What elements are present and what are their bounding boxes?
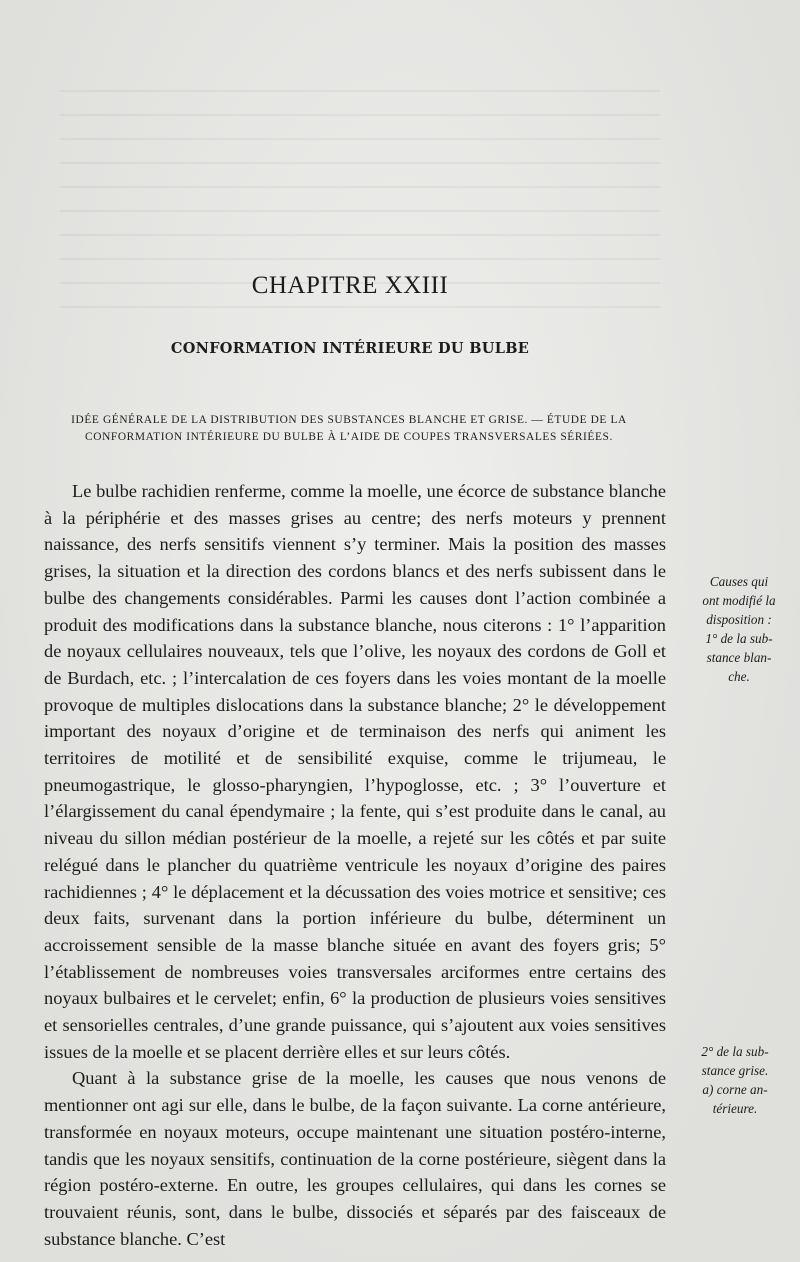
margin-note-line: térieure.: [712, 1101, 758, 1116]
margin-note-line: disposition :: [706, 612, 772, 627]
margin-note-line: ont modifié la: [702, 593, 776, 608]
summary-line: CONFORMATION INTÉRIEURE DU BULBE À L’AIDE DE COUPES TRANSVERSALES SÉRIÉES.: [85, 431, 613, 443]
margin-note-line: 1° de la sub-: [705, 631, 773, 646]
margin-note-line: che.: [728, 669, 750, 684]
margin-note-line: a) corne an-: [702, 1082, 768, 1097]
margin-note-line: 2° de la sub-: [701, 1044, 769, 1059]
body-text: [44, 478, 666, 1252]
margin-note-line: Causes qui: [709, 574, 769, 589]
chapter-title: CHAPITRE XXIII: [251, 272, 449, 299]
chapter-subtitle: CONFORMATION INTÉRIEURE DU BULBE: [170, 340, 530, 357]
summary-line: IDÉE GÉNÉRALE DE LA DISTRIBUTION DES SUBSTANCES BLANCHE ET GRISE. — ÉTUDE DE LA: [71, 414, 627, 426]
margin-note-substance-grise: [680, 1042, 790, 1118]
paragraph-1: Le bulbe rachidien renferme, comme la moelle, une écorce de substance blanche à la périphérie et des masses grises au centre; des nerfs moteurs y prennent naissance, des nerfs sensitifs viennent s’y terminer. Mais la position des masses grises, la situation et la direction des cordons blancs et des nerfs subissent dans le bulbe des changements considérables. Parmi les causes dont l’action combinée a produit des modifications dans la substance blanche, nous citerons : 1° l’apparition de noyaux cellulaires nouveaux, tels que l’olive, les noyaux des cordons de Goll et de Burdach, etc. ; l’intercalation de ces foyers dans les voies montant de la moelle provoque de multiples dislocations dans la substance blanche; 2° le développement important des noyaux d’origine et de terminaison des nerfs qui animent les territoires de motilité et de sensibilité exquise, comme le trijumeau, le pneumogastrique, le glosso-pharyngien, l’hypoglosse, etc. ; 3° l’ouverture et l’élargissement du canal épendymaire ; la fente, qui s’est produite dans le canal, au niveau du sillon médian postérieur de la moelle, a rejeté sur les côtés et par suite relégué dans le plancher du quatrième ventricule les noyaux d’origine des paires rachidiennes ; 4° le déplacement et la décussation des voies motrice et sensitive; ces deux faits, survenant dans la portion inférieure du bulbe, déterminent un accroissement sensible de la masse blanche située en avant des foyers gris; 5° l’établissement de nombreuses voies transversales arciformes entre certains des noyaux bulbaires et le cervelet; enfin, 6° la production de plusieurs voies sensitives et sensorielles centrales, d’une grande puissance, qui s’ajoutent aux voies sensitives issues de la moelle et se placent derrière elles et sur leurs côtés.: [44, 481, 666, 1062]
chapter-summary: [28, 412, 670, 446]
margin-note-line: stance grise.: [701, 1063, 769, 1078]
margin-note-line: stance blan-: [706, 650, 772, 665]
margin-note-causes: [680, 572, 798, 686]
paragraph-2: Quant à la substance grise de la moelle, les causes que nous venons de mentionner ont agi sur elle, dans le bulbe, de la façon suivante. La corne antérieure, transformée en noyaux moteurs, occupe maintenant une situation postéro-interne, tandis que les noyaux sensitifs, continuation de la corne postérieure, siègent dans la région postéro-externe. En outre, les groupes cellulaires, qui dans les cornes se trouvaient réunis, sont, dans le bulbe, dissociés et séparés par des faisceaux de substance blanche. C’est: [44, 1068, 666, 1249]
